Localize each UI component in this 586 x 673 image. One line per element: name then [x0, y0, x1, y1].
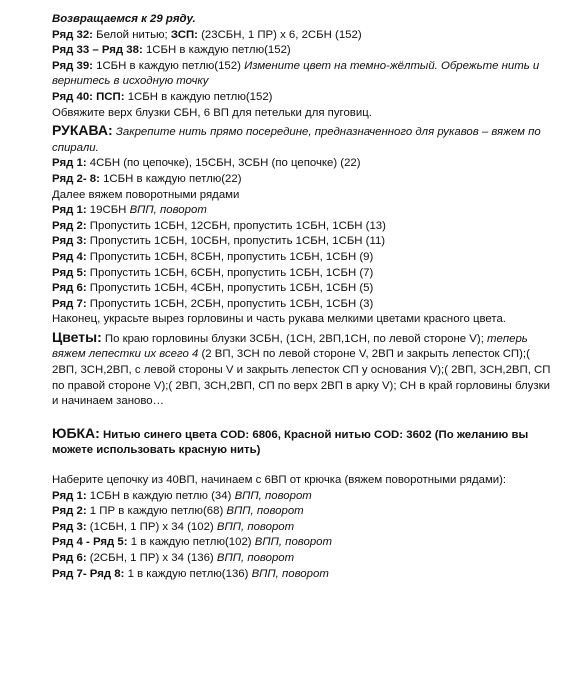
- skirt-row-2: Ряд 2: 1 ПР в каждую петлю(68) ВПП, поворот: [52, 505, 304, 518]
- row-32: Ряд 32: Белой нитью; ЗСП: (23СБН, 1 ПР) x 6, 2СБН (152): [52, 28, 362, 41]
- intro-heading: Возвращаемся к 29 ряду.: [52, 13, 196, 25]
- row-39: Ряд 39: 1СБН в каждую петлю(152) Измените цвет на темно-жёлтый. Обрежьте нить и вернитесь в исходную точку: [52, 59, 540, 88]
- skirt-section: [52, 424, 558, 459]
- flowers-title: Цветы:: [52, 328, 102, 345]
- sleeve-row-1: Ряд 1: 4СБН (по цепочке), 15СБН, 3СБН (по цепочке) (22): [52, 157, 361, 170]
- skirt-row-6: Ряд 6: (2СБН, 1 ПР) x 34 (136) ВПП, поворот: [52, 552, 295, 564]
- bind-off-note: Обвяжите верх блузки СБН, 6 ВП для петельки для пуговиц.: [52, 106, 372, 119]
- skirt-title: ЮБКА:: [52, 424, 100, 441]
- skirt-intro: Наберите цепочку из 40ВП, начинаем с 6ВП от крючка (вяжем поворотными рядами):: [52, 474, 507, 487]
- skirt-row-4-5: Ряд 4 - Ряд 5: 1 в каждую петлю(102) ВПП, поворот: [52, 536, 332, 549]
- sleeve-turn-row-6: Ряд 6: Пропустить 1СБН, 4СБН, пропустить 1СБН, 1СБН (5): [52, 282, 374, 295]
- skirt-row-3: Ряд 3: (1СБН, 1 ПР) x 34 (102) ВПП, поворот: [52, 520, 295, 533]
- sleeve-turn-row-5: Ряд 5: Пропустить 1СБН, 6СБН, пропустить 1СБН, 1СБН (7): [52, 266, 374, 279]
- flowers-section: Цветы: По краю горловины блузки 3СБН, (1СН, 2ВП,1СН, по левой стороне V); теперь вяжем лепестки их всего 4 (2 ВП, 3СН по левой стороне V, 2ВП и закрыть лепесток СП);( 2ВП, 3СН,2ВП, с левой стороны V и закрыть лепесток СП у основания V);( 2ВП, 3СН,2ВП, СП по правой стороне V);( 2ВП, 3СН,2ВП, СП по верх 2ВП в арку V); СН в край горловины блузки и начинаем заново…: [52, 328, 551, 408]
- sleeves-note: Закрепите нить прямо посередине, предназначенного для рукавов – вяжем по спирали.: [52, 126, 541, 154]
- sleeve-turn-row-1: Ряд 1: 19СБН ВПП, поворот: [52, 204, 207, 217]
- row-40: Ряд 40: ПСП: 1СБН в каждую петлю(152): [52, 90, 273, 103]
- skirt-row-7-8: Ряд 7- Ряд 8: 1 в каждую петлю(136) ВПП, поворот: [52, 567, 329, 580]
- sleeves-finish: Наконец, украсьте вырез горловины и часть рукава мелкими цветами красного цвета.: [52, 313, 506, 326]
- skirt-colors: Нитью синего цвета COD: 6806, Красной нитью COD: 3602 (По желанию вы можете использовать красную нить): [52, 428, 529, 457]
- sleeve-turn-row-3: Ряд 3: Пропустить 1СБН, 10СБН, пропустить 1СБН, 1СБН (11): [52, 235, 386, 248]
- skirt-row-1: Ряд 1: 1СБН в каждую петлю (34) ВПП, поворот: [52, 489, 312, 502]
- sleeve-row-2-8: Ряд 2- 8: 1СБН в каждую петлю(22): [52, 172, 242, 185]
- sleeves-title: РУКАВА:: [52, 122, 113, 139]
- sleeve-turn-row-2: Ряд 2: Пропустить 1СБН, 12СБН, пропустить 1СБН, 1СБН (13): [52, 219, 386, 232]
- row-33-38: Ряд 33 – Ряд 38: 1СБН в каждую петлю(152): [52, 44, 291, 57]
- sleeve-turning-note: Далее вяжем поворотными рядами: [52, 188, 240, 201]
- sleeve-turn-row-7: Ряд 7: Пропустить 1СБН, 2СБН, пропустить 1СБН, 1СБН (3): [52, 297, 374, 310]
- sleeves-section: [52, 121, 558, 156]
- sleeve-turn-row-4: Ряд 4: Пропустить 1СБН, 8СБН, пропустить 1СБН, 1СБН (9): [52, 250, 374, 263]
